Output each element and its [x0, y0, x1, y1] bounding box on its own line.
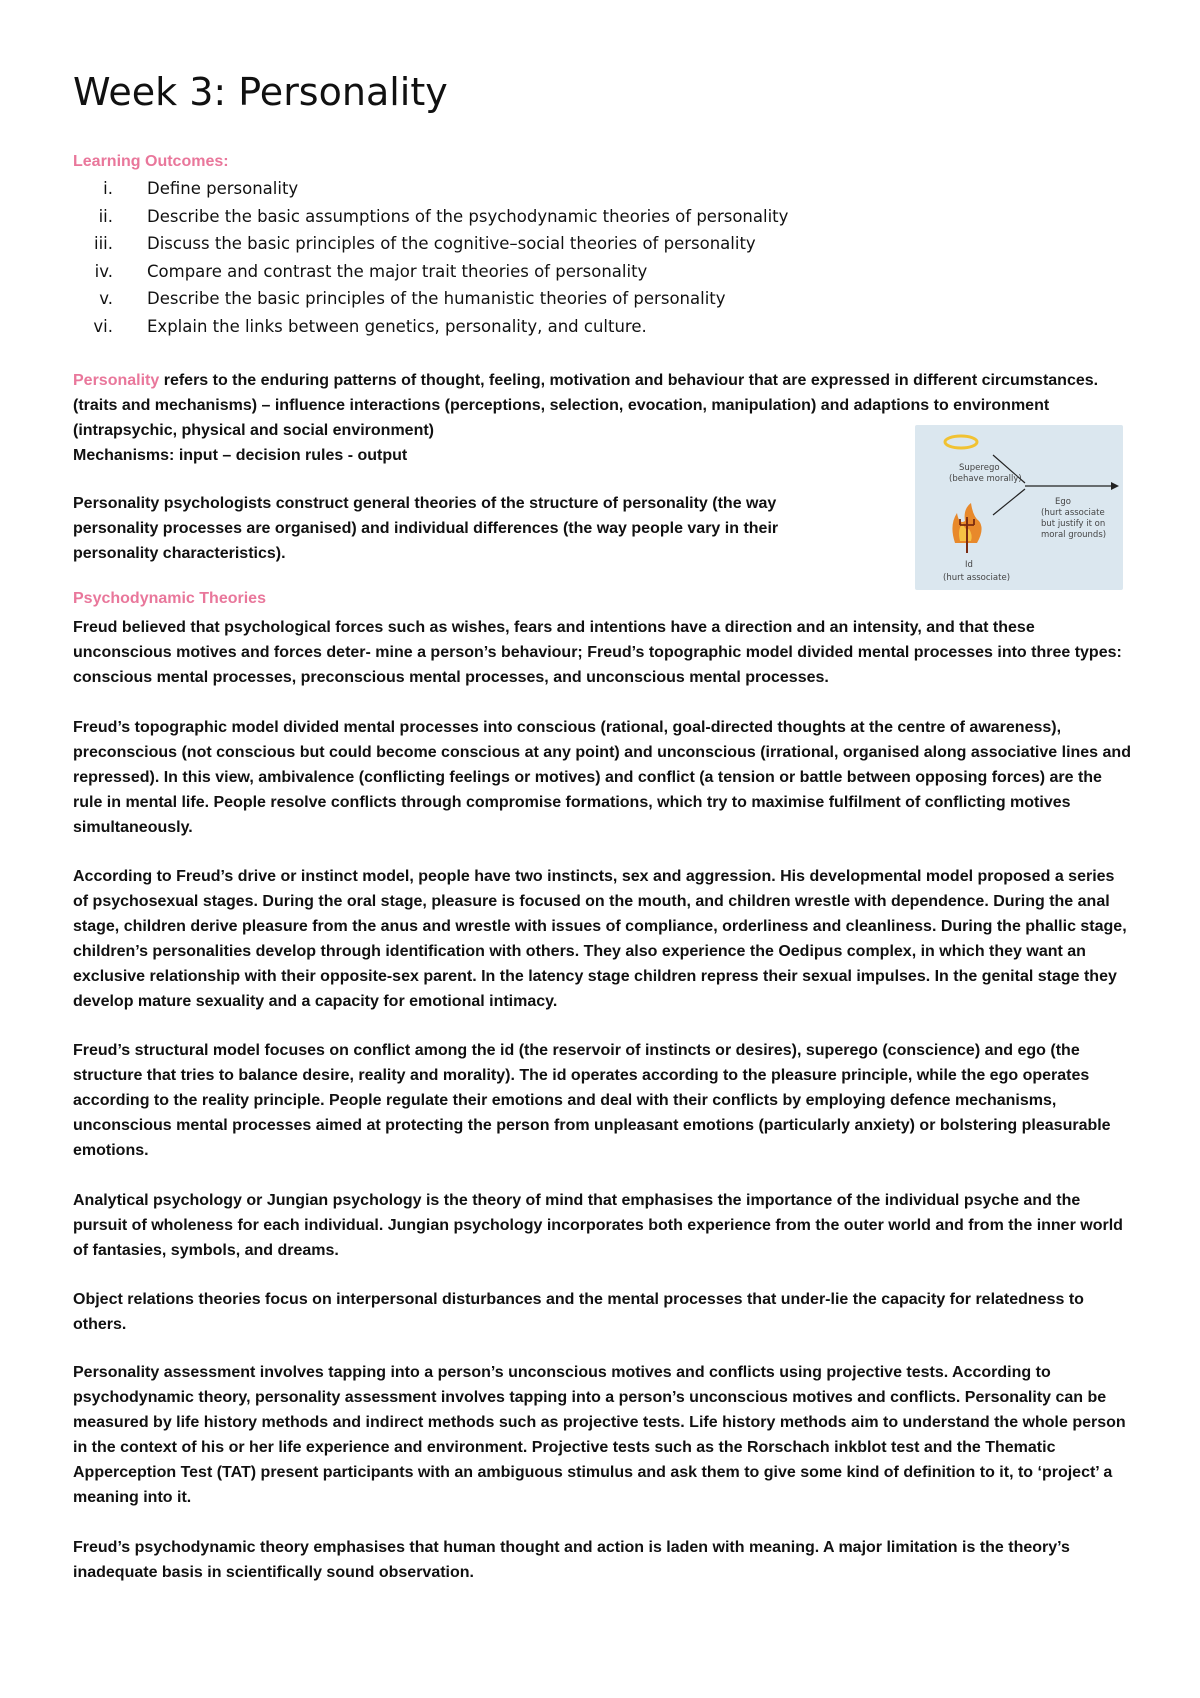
- list-item: i. Define personality: [103, 179, 299, 198]
- superego-label: Superego: [959, 463, 1000, 473]
- id-arrow: [993, 489, 1025, 515]
- limitation-paragraph: Freud’s psychodynamic theory emphasises that human thought and action is laden with meaning. A major limitation is the theory’s inadequate basis in scientifically sound observation.: [73, 1539, 1070, 1581]
- id-ego-superego-figure: [915, 425, 1123, 590]
- psychodynamic-heading: Psychodynamic Theories: [73, 590, 266, 607]
- flame-pitchfork-icon: [952, 503, 981, 553]
- learning-outcomes-list: [73, 178, 973, 343]
- list-item: ii. Describe the basic assumptions of the psychodynamic theories of personality: [98, 206, 789, 226]
- superego-sublabel: (behave morally): [949, 474, 1022, 484]
- ego-sublabel-3: moral grounds): [1041, 530, 1107, 540]
- id-sublabel: (hurt associate): [943, 573, 1011, 583]
- ego-label: Ego: [1055, 497, 1071, 507]
- arrowhead-icon: [1111, 482, 1119, 490]
- personality-term: Personality: [73, 372, 160, 389]
- topographic-model-paragraph: Freud’s topographic model divided mental processes into conscious (rational, goal-directed thoughts at the centre of awareness), preconscious (not conscious but could become conscious at any point) and unconscious (irrational, organised along associative lines and repressed). In this view, ambivalence (conflicting feelings or motives) and conflict (a tension or battle between opposing forces) are the rule in mental life. People resolve conflicts through compromise formations, which try to maximise fulfilment of conflicting motives simultaneously.: [73, 719, 1131, 836]
- halo-icon: [945, 436, 977, 448]
- freud-forces-paragraph: Freud believed that psychological forces such as wishes, fears and intentions have a direction and an intensity, and that these unconscious motives and forces deter- mine a person’s behaviour; Freud’s topographic model divided mental processes into three types: conscious mental processes, preconscious mental processes, and unconscious mental processes.: [73, 619, 1122, 686]
- list-item: vi. Explain the links between genetics, personality, and culture.: [93, 316, 647, 336]
- mechanisms-line: Mechanisms: input – decision rules - output: [73, 447, 408, 464]
- jungian-paragraph: Analytical psychology or Jungian psychology is the theory of mind that emphasises the importance of the individual psyche and the pursuit of wholeness for each individual. Jungian psychology incorporates both experience from the outer world and from the inner world of fantasies, symbols, and dreams.: [73, 1192, 1123, 1259]
- id-label: Id: [965, 560, 973, 570]
- list-item: v. Describe the basic principles of the humanistic theories of personality: [99, 289, 726, 308]
- structural-model-paragraph: Freud’s structural model focuses on conflict among the id (the reservoir of instincts or desires), superego (conscience) and ego (the structure that tries to balance desire, reality and morality). The id operates according to the pleasure principle, while the ego operates according to the reality principle. People regulate their emotions and deal with their conflicts by employing defence mechanisms, unconscious mental processes aimed at protecting the person from unpleasant emotions (particularly anxiety) or bolstering pleasurable emotions.: [73, 1042, 1111, 1159]
- psychologists-paragraph: Personality psychologists construct general theories of the structure of personality (the way personality processes are organised) and individual differences (the way people vary in their personality characteristics).: [73, 495, 779, 562]
- list-item: iii. Discuss the basic principles of the cognitive–social theories of personality: [94, 234, 756, 253]
- page-title: Week 3: Personality: [73, 70, 448, 114]
- ego-sublabel-2: but justify it on: [1041, 519, 1106, 529]
- personality-definition: Personality refers to the enduring patterns of thought, feeling, motivation and behaviour that are expressed in different circumstances. (traits and mechanisms) – influence interactions (perceptions, selection, evocation, manipulation) and adaptions to environment (intrapsychic, physical and social environment) Mechanisms: input – decision rules - output: [73, 372, 1099, 464]
- list-item: iv. Compare and contrast the major trait theories of personality: [94, 261, 648, 281]
- learning-outcomes-heading: Learning Outcomes:: [73, 153, 229, 170]
- drive-model-paragraph: According to Freud’s drive or instinct model, people have two instincts, sex and aggression. His developmental model proposed a series of psychosexual stages. During the oral stage, pleasure is focused on the mouth, and children wrestle with dependence. During the anal stage, children derive pleasure from the anus and wrestle with issues of compliance, orderliness and cleanliness. During the phallic stage, children’s personalities develop through identification with others. They also experience the Oedipus complex, in which they want an exclusive relationship with their opposite-sex parent. In the latency stage children repress their sexual impulses. In the genital stage they develop mature sexuality and a capacity for emotional intimacy.: [73, 868, 1127, 1010]
- assessment-paragraph: Personality assessment involves tapping into a person’s unconscious motives and conflicts using projective tests. According to psychodynamic theory, personality assessment involves tapping into a person’s unconscious motives and conflicts. Personality can be measured by life history methods and indirect methods such as projective tests. Life history methods aim to understand the whole person in the context of his or her life experience and environment. Projective tests such as the Rorschach inkblot test and the Thematic Apperception Test (TAT) present participants with an ambiguous stimulus and ask them to give some kind of definition to it, to ‘project’ a meaning into it.: [73, 1364, 1126, 1506]
- object-relations-paragraph: Object relations theories focus on interpersonal disturbances and the mental processes that under-lie the capacity for relatedness to others.: [73, 1291, 1084, 1333]
- ego-sublabel-1: (hurt associate: [1041, 508, 1105, 518]
